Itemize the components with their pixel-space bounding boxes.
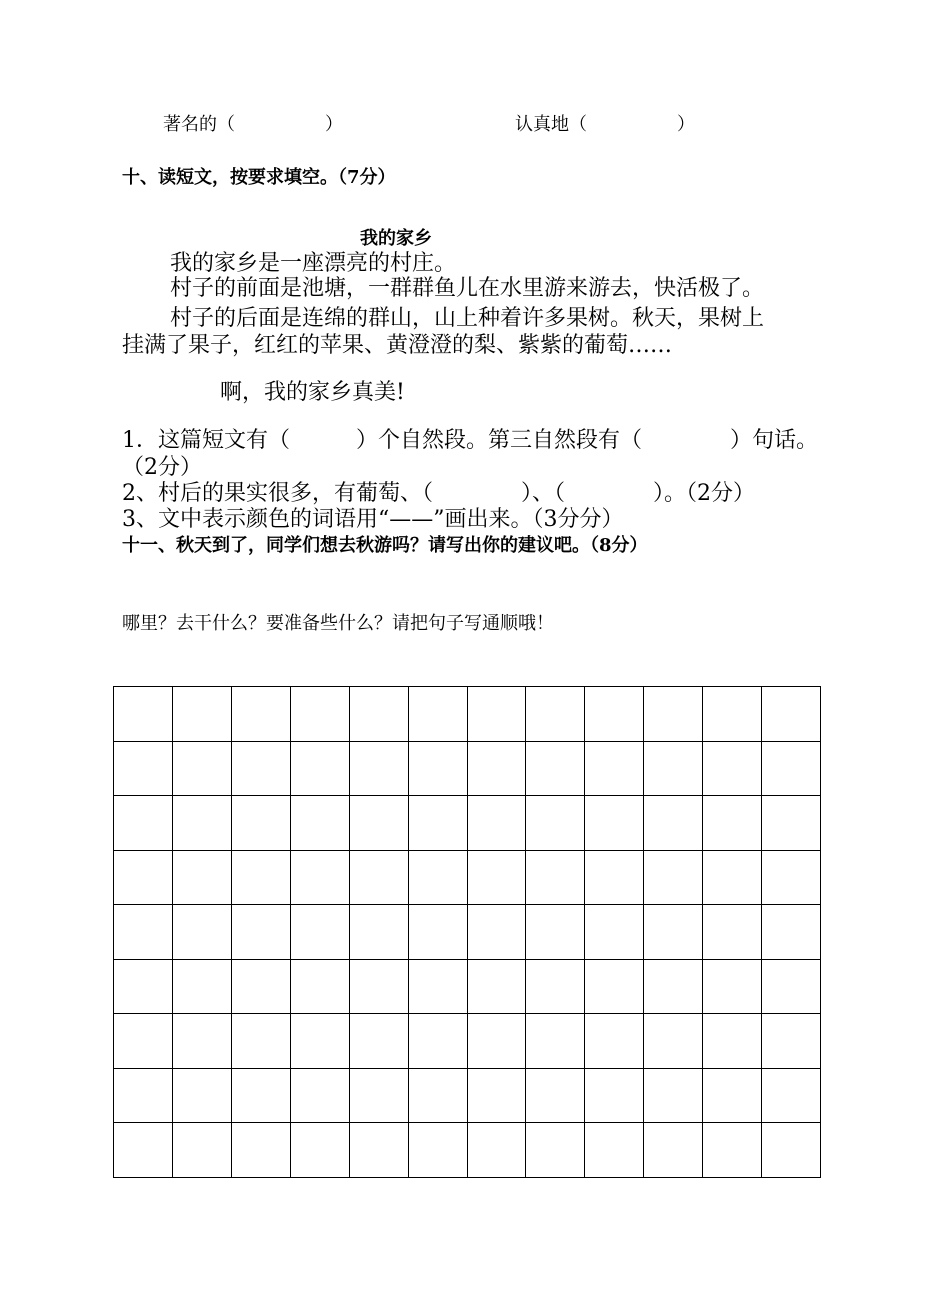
grid-cell — [173, 742, 232, 797]
grid-cell — [762, 687, 821, 742]
section11-prompt: 哪里？去干什么？要准备些什么？请把句子写通顺哦！ — [122, 613, 554, 634]
question-1-score: （2分） — [122, 455, 202, 480]
grid-cell — [291, 851, 350, 906]
grid-cell — [409, 796, 468, 851]
grid-cell — [526, 960, 585, 1015]
grid-cell — [291, 1069, 350, 1124]
grid-cell — [585, 1014, 644, 1069]
grid-cell — [173, 960, 232, 1015]
grid-cell — [703, 796, 762, 851]
grid-cell — [644, 851, 703, 906]
grid-cell — [468, 1014, 527, 1069]
grid-cell — [585, 851, 644, 906]
grid-cell — [350, 960, 409, 1015]
grid-cell — [291, 742, 350, 797]
grid-cell — [703, 905, 762, 960]
grid-cell — [409, 1069, 468, 1124]
grid-cell — [468, 905, 527, 960]
grid-cell — [232, 960, 291, 1015]
grid-cell — [350, 1014, 409, 1069]
grid-cell — [526, 905, 585, 960]
grid-cell — [644, 1069, 703, 1124]
section11-heading: 十一、秋天到了，同学们想去秋游吗？请写出你的建议吧。（8分） — [122, 535, 648, 556]
grid-cell — [232, 905, 291, 960]
grid-cell — [703, 1123, 762, 1178]
grid-cell — [232, 687, 291, 742]
grid-cell — [173, 851, 232, 906]
grid-cell — [350, 905, 409, 960]
grid-cell — [291, 905, 350, 960]
story-paragraph-3-line2: 挂满了果子，红红的苹果、黄澄澄的梨、紫紫的葡萄…… — [122, 333, 673, 358]
grid-cell — [644, 960, 703, 1015]
story-paragraph-2: 村子的前面是池塘，一群群鱼儿在水里游来游去，快活极了。 — [170, 276, 765, 301]
grid-cell — [468, 1069, 527, 1124]
question-3: 3、文中表示颜色的词语用“——”画出来。（3分分） — [122, 507, 624, 532]
grid-cell — [232, 742, 291, 797]
grid-cell — [468, 742, 527, 797]
grid-cell — [468, 960, 527, 1015]
grid-cell — [409, 905, 468, 960]
grid-cell — [232, 851, 291, 906]
grid-cell — [762, 742, 821, 797]
fill-item-serious: 认真地（ ） — [515, 114, 695, 135]
grid-cell — [409, 851, 468, 906]
grid-cell — [762, 960, 821, 1015]
grid-cell — [762, 905, 821, 960]
grid-cell — [232, 1014, 291, 1069]
grid-cell — [173, 1069, 232, 1124]
grid-cell — [114, 1014, 173, 1069]
grid-cell — [585, 905, 644, 960]
grid-cell — [703, 960, 762, 1015]
story-paragraph-1: 我的家乡是一座漂亮的村庄。 — [170, 251, 457, 276]
grid-cell — [291, 960, 350, 1015]
grid-cell — [762, 851, 821, 906]
grid-cell — [585, 742, 644, 797]
grid-cell — [762, 796, 821, 851]
grid-cell — [409, 1123, 468, 1178]
grid-cell — [350, 1123, 409, 1178]
grid-cell — [409, 742, 468, 797]
grid-cell — [468, 687, 527, 742]
grid-cell — [468, 1123, 527, 1178]
grid-cell — [644, 796, 703, 851]
grid-cell — [644, 687, 703, 742]
grid-cell — [703, 742, 762, 797]
grid-cell — [703, 687, 762, 742]
grid-cell — [291, 796, 350, 851]
story-title: 我的家乡 — [360, 228, 432, 249]
grid-cell — [526, 1123, 585, 1178]
grid-cell — [585, 1123, 644, 1178]
grid-cell — [114, 851, 173, 906]
story-paragraph-4: 啊，我的家乡真美! — [220, 380, 405, 405]
grid-cell — [644, 1123, 703, 1178]
grid-cell — [762, 1069, 821, 1124]
grid-cell — [173, 687, 232, 742]
grid-cell — [703, 1069, 762, 1124]
grid-cell — [762, 1014, 821, 1069]
grid-cell — [350, 796, 409, 851]
grid-cell — [232, 1069, 291, 1124]
grid-cell — [409, 1014, 468, 1069]
story-paragraph-3-line1: 村子的后面是连绵的群山，山上种着许多果树。秋天，果树上 — [170, 306, 765, 331]
grid-cell — [585, 687, 644, 742]
grid-cell — [526, 1014, 585, 1069]
grid-cell — [114, 1069, 173, 1124]
grid-cell — [291, 1123, 350, 1178]
grid-cell — [468, 796, 527, 851]
grid-cell — [703, 1014, 762, 1069]
grid-cell — [173, 796, 232, 851]
grid-cell — [585, 1069, 644, 1124]
grid-cell — [232, 796, 291, 851]
grid-cell — [114, 905, 173, 960]
grid-cell — [468, 851, 527, 906]
grid-cell — [173, 1014, 232, 1069]
grid-cell — [114, 960, 173, 1015]
grid-cell — [173, 1123, 232, 1178]
grid-cell — [114, 742, 173, 797]
grid-cell — [703, 851, 762, 906]
grid-cell — [526, 742, 585, 797]
grid-cell — [526, 687, 585, 742]
grid-cell — [114, 796, 173, 851]
grid-cell — [350, 687, 409, 742]
fill-item-famous: 著名的（ ） — [163, 114, 343, 135]
grid-cell — [644, 742, 703, 797]
question-2: 2、村后的果实很多，有葡萄、（ ）、（ ）。（2分） — [122, 481, 755, 506]
grid-cell — [232, 1123, 291, 1178]
grid-cell — [644, 905, 703, 960]
grid-cell — [409, 687, 468, 742]
grid-cell — [291, 687, 350, 742]
grid-cell — [350, 742, 409, 797]
writing-grid — [113, 686, 821, 1178]
grid-cell — [585, 960, 644, 1015]
question-1: 1．这篇短文有（ ）个自然段。第三自然段有（ ）句话。 — [122, 428, 818, 453]
grid-cell — [526, 1069, 585, 1124]
grid-cell — [409, 960, 468, 1015]
grid-cell — [291, 1014, 350, 1069]
grid-cell — [350, 851, 409, 906]
grid-cell — [526, 796, 585, 851]
section10-heading: 十、读短文，按要求填空。（7分） — [122, 167, 396, 188]
grid-cell — [173, 905, 232, 960]
grid-cell — [762, 1123, 821, 1178]
grid-cell — [114, 1123, 173, 1178]
grid-cell — [644, 1014, 703, 1069]
grid-cell — [350, 1069, 409, 1124]
grid-cell — [114, 687, 173, 742]
grid-cell — [526, 851, 585, 906]
grid-cell — [585, 796, 644, 851]
